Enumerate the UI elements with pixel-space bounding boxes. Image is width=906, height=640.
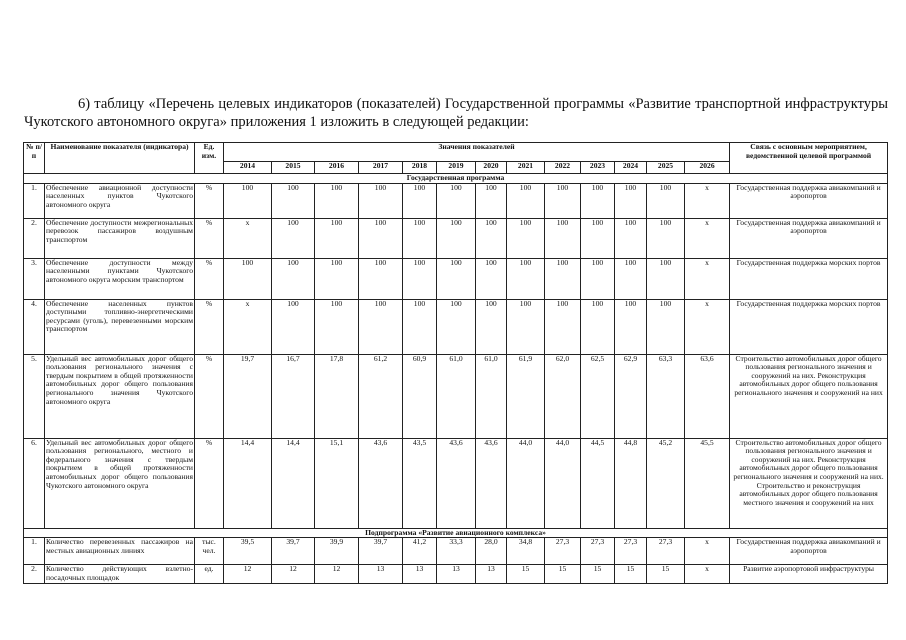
value-cell: х <box>685 218 730 258</box>
value-cell: 13 <box>403 565 437 584</box>
row-number: 2. <box>24 565 45 584</box>
value-cell: 100 <box>545 299 581 354</box>
section-row <box>24 528 888 538</box>
value-cell: 43,6 <box>437 438 476 528</box>
indicator-name: Удельный вес автомобильных дорог общего пользования регионального значения с твердым покрытием в общей протяженности автомобильных дорог общего пользования регионального значения Чукотского автономного округа <box>45 354 195 438</box>
value-cell: х <box>224 218 272 258</box>
row-number: 1. <box>24 183 45 218</box>
value-cell: 100 <box>647 218 685 258</box>
value-cell: 100 <box>315 299 359 354</box>
value-cell: 15,1 <box>315 438 359 528</box>
header-year: 2025 <box>647 162 685 174</box>
value-cell: 100 <box>359 299 403 354</box>
table-row <box>24 183 888 218</box>
value-cell: 100 <box>615 218 647 258</box>
value-cell: х <box>224 299 272 354</box>
value-cell: 14,4 <box>224 438 272 528</box>
section-title: Подпрограмма «Развитие авиационного комплекса» <box>24 528 888 538</box>
value-cell: 12 <box>224 565 272 584</box>
value-cell: 100 <box>581 299 615 354</box>
value-cell: 100 <box>545 258 581 299</box>
value-cell: 100 <box>437 258 476 299</box>
indicator-name: Обеспечение населенных пунктов доступными топливно-энергетическими ресурсами (уголь), перевезенными морским транспортом <box>45 299 195 354</box>
link-cell: Развитие аэропортовой инфраструктуры <box>730 565 888 584</box>
header-name: Наименование показателя (индикатора) <box>45 143 195 174</box>
table-row <box>24 218 888 258</box>
value-cell: 100 <box>272 183 315 218</box>
header-year: 2024 <box>615 162 647 174</box>
value-cell: 44,0 <box>507 438 545 528</box>
value-cell: 14,4 <box>272 438 315 528</box>
header-year: 2022 <box>545 162 581 174</box>
value-cell: 100 <box>476 299 507 354</box>
value-cell: 15 <box>581 565 615 584</box>
value-cell: 39,7 <box>359 538 403 565</box>
value-cell: 44,5 <box>581 438 615 528</box>
link-cell: Государственная поддержка морских портов <box>730 299 888 354</box>
value-cell: х <box>685 183 730 218</box>
intro-paragraph: 6) таблицу «Перечень целевых индикаторов (показателей) Государственной программы «Развитие транспортной инфраструктуры Чукотского автономного округа» приложения 1 изложить в следующей редакции: <box>24 96 888 130</box>
unit-cell: ед. <box>195 565 224 584</box>
header-year: 2023 <box>581 162 615 174</box>
value-cell: 100 <box>507 183 545 218</box>
indicator-name: Обеспечение авиационной доступности населенных пунктов Чукотского автономного округа <box>45 183 195 218</box>
header-year: 2026 <box>685 162 730 174</box>
value-cell: 100 <box>647 299 685 354</box>
value-cell: 15 <box>507 565 545 584</box>
value-cell: 33,3 <box>437 538 476 565</box>
value-cell: 100 <box>507 258 545 299</box>
value-cell: х <box>685 538 730 565</box>
value-cell: 100 <box>545 218 581 258</box>
value-cell: 43,6 <box>359 438 403 528</box>
value-cell: 100 <box>507 299 545 354</box>
value-cell: 100 <box>647 183 685 218</box>
value-cell: 44,8 <box>615 438 647 528</box>
value-cell: 100 <box>476 183 507 218</box>
indicator-name: Количество действующих взлетно-посадочных площадок <box>46 564 193 582</box>
link-cell: Строительство автомобильных дорог общего пользования регионального значения и сооружений на них. Реконструкция автомобильных дорог общего пользования регионального значения и сооружений на них <box>730 354 888 438</box>
value-cell: 100 <box>437 183 476 218</box>
header-unit: Ед. изм. <box>195 143 224 174</box>
header-year: 2014 <box>224 162 272 174</box>
value-cell: 100 <box>224 258 272 299</box>
header-year: 2021 <box>507 162 545 174</box>
value-cell: 61,0 <box>437 354 476 438</box>
value-cell: 12 <box>315 565 359 584</box>
value-cell: 100 <box>437 218 476 258</box>
unit-cell: % <box>195 183 224 218</box>
value-cell: 100 <box>476 258 507 299</box>
value-cell: 100 <box>615 299 647 354</box>
value-cell: 61,2 <box>359 354 403 438</box>
value-cell: 15 <box>545 565 581 584</box>
table-row <box>24 258 888 299</box>
header-year: 2016 <box>315 162 359 174</box>
value-cell: 45,2 <box>647 438 685 528</box>
value-cell: х <box>685 565 730 584</box>
value-cell: 100 <box>315 258 359 299</box>
value-cell: 100 <box>315 218 359 258</box>
value-cell: 100 <box>403 258 437 299</box>
link-cell: Государственная поддержка морских портов <box>730 258 888 299</box>
value-cell: х <box>685 258 730 299</box>
row-number: 4. <box>24 299 45 354</box>
value-cell: 27,3 <box>581 538 615 565</box>
indicator-name: Удельный вес автомобильных дорог общего пользования регионального, местного и федерального значения с твердым покрытием в общей протяженности автомобильных дорог общего пользования Чукотского автономного округа <box>45 438 195 528</box>
value-cell: 100 <box>615 183 647 218</box>
header-values: Значения показателей <box>224 143 730 162</box>
value-cell: 100 <box>581 258 615 299</box>
row-number: 1. <box>24 538 45 565</box>
unit-cell: % <box>195 354 224 438</box>
value-cell: 39,9 <box>315 538 359 565</box>
value-cell: 100 <box>647 258 685 299</box>
indicator-name: Обеспечение доступности между населенными пунктами Чукотского автономного округа морским транспортом <box>45 258 195 299</box>
header-year: 2019 <box>437 162 476 174</box>
value-cell: 43,6 <box>476 438 507 528</box>
header-year: 2020 <box>476 162 507 174</box>
value-cell: 100 <box>581 183 615 218</box>
value-cell: 43,5 <box>403 438 437 528</box>
value-cell: 41,2 <box>403 538 437 565</box>
value-cell: 62,9 <box>615 354 647 438</box>
table-row <box>24 565 888 584</box>
header-link: Связь с основным мероприятием, ведомственной целевой программой <box>730 143 888 174</box>
value-cell: 100 <box>403 183 437 218</box>
value-cell: 100 <box>403 218 437 258</box>
value-cell: 100 <box>545 183 581 218</box>
value-cell: 63,6 <box>685 354 730 438</box>
value-cell: 100 <box>403 299 437 354</box>
table-row <box>24 354 888 438</box>
value-cell: 19,7 <box>224 354 272 438</box>
value-cell: 100 <box>315 183 359 218</box>
indicators-table <box>23 142 888 584</box>
value-cell: 45,5 <box>685 438 730 528</box>
value-cell: 13 <box>359 565 403 584</box>
row-number: 2. <box>24 218 45 258</box>
section-title: Государственная программа <box>24 174 888 184</box>
value-cell: 62,0 <box>545 354 581 438</box>
link-cell: Государственная поддержка авиакомпаний и аэропортов <box>730 183 888 218</box>
table-row <box>24 538 888 565</box>
value-cell: х <box>685 299 730 354</box>
value-cell: 100 <box>272 218 315 258</box>
link-cell: Государственная поддержка авиакомпаний и аэропортов <box>730 538 888 565</box>
value-cell: 15 <box>647 565 685 584</box>
value-cell: 27,3 <box>647 538 685 565</box>
row-number: 3. <box>24 258 45 299</box>
indicator-name: Обеспечение доступности межрегиональных перевозок пассажиров воздушным транспортом <box>45 218 195 258</box>
value-cell: 100 <box>581 218 615 258</box>
row-number: 5. <box>24 354 45 438</box>
value-cell: 100 <box>507 218 545 258</box>
unit-cell: тыс. чел. <box>195 538 224 565</box>
value-cell: 44,0 <box>545 438 581 528</box>
value-cell: 27,3 <box>615 538 647 565</box>
value-cell: 62,5 <box>581 354 615 438</box>
section-row <box>24 174 888 184</box>
unit-cell: % <box>195 299 224 354</box>
table-row <box>24 299 888 354</box>
value-cell: 12 <box>272 565 315 584</box>
unit-cell: % <box>195 218 224 258</box>
link-cell: Государственная поддержка авиакомпаний и аэропортов <box>730 218 888 258</box>
value-cell: 27,3 <box>545 538 581 565</box>
value-cell: 17,8 <box>315 354 359 438</box>
value-cell: 15 <box>615 565 647 584</box>
header-year: 2018 <box>403 162 437 174</box>
value-cell: 100 <box>272 258 315 299</box>
value-cell: 16,7 <box>272 354 315 438</box>
link-cell: Строительство автомобильных дорог общего пользования регионального значения и сооружений на них. Реконструкция автомобильных дорог общего пользования регионального значения и сооружений на них. Строительство и реконструкция автомобильных дорог общего пользования местного значения и сооружений на них <box>730 438 888 528</box>
value-cell: 100 <box>437 299 476 354</box>
value-cell: 100 <box>615 258 647 299</box>
unit-cell: % <box>195 258 224 299</box>
value-cell: 39,5 <box>224 538 272 565</box>
indicator-name: Количество перевезенных пассажиров на местных авиационных линиях <box>45 538 195 565</box>
value-cell: 100 <box>272 299 315 354</box>
value-cell: 60,9 <box>403 354 437 438</box>
value-cell: 61,0 <box>476 354 507 438</box>
value-cell: 13 <box>476 565 507 584</box>
header-num: № п/п <box>24 143 45 174</box>
value-cell: 34,8 <box>507 538 545 565</box>
unit-cell: % <box>195 438 224 528</box>
value-cell: 63,3 <box>647 354 685 438</box>
value-cell: 100 <box>359 258 403 299</box>
value-cell: 100 <box>476 218 507 258</box>
value-cell: 100 <box>224 183 272 218</box>
value-cell: 61,9 <box>507 354 545 438</box>
table-row <box>24 438 888 528</box>
value-cell: 100 <box>359 183 403 218</box>
value-cell: 13 <box>437 565 476 584</box>
header-year: 2015 <box>272 162 315 174</box>
value-cell: 100 <box>359 218 403 258</box>
value-cell: 28,0 <box>476 538 507 565</box>
value-cell: 39,7 <box>272 538 315 565</box>
header-year: 2017 <box>359 162 403 174</box>
row-number: 6. <box>24 438 45 528</box>
